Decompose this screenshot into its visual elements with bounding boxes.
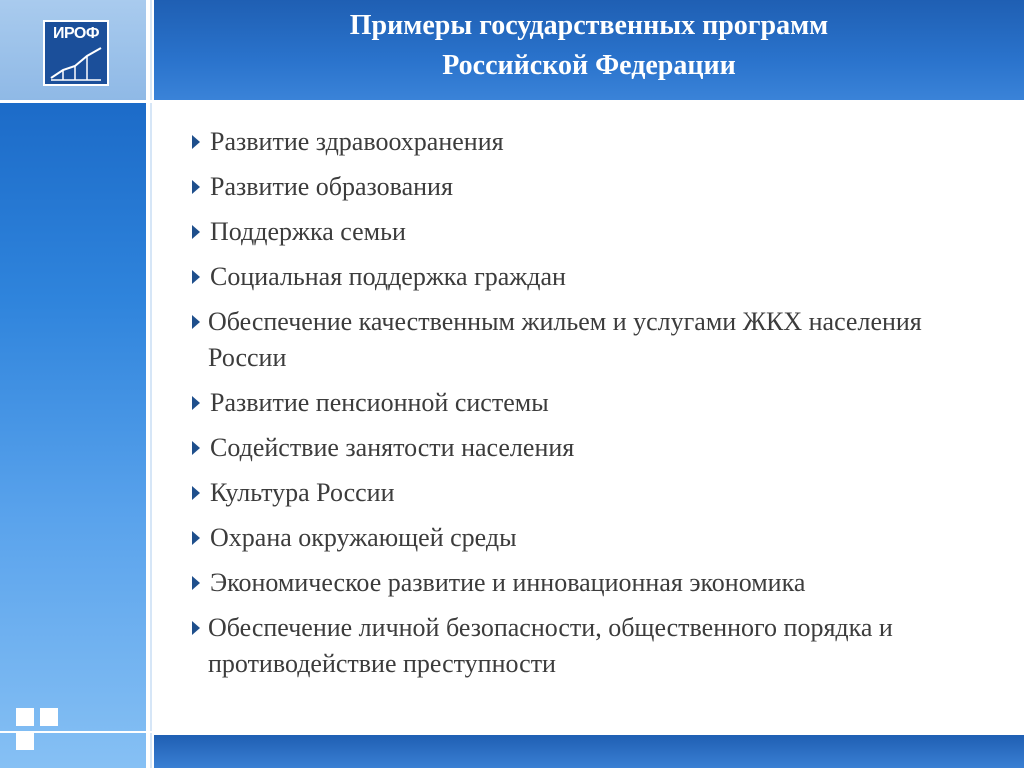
triangle-bullet-icon xyxy=(192,225,200,239)
list-item xyxy=(188,124,988,160)
list-item xyxy=(188,430,988,466)
list-item xyxy=(188,259,988,295)
header-rule xyxy=(0,100,1024,103)
square-shape xyxy=(40,708,58,726)
triangle-bullet-icon xyxy=(192,135,200,149)
list-item xyxy=(188,520,988,556)
list-item xyxy=(188,304,948,376)
chart-growth-icon xyxy=(49,44,103,82)
list-item-text: Поддержка семьи xyxy=(210,217,406,246)
list-item xyxy=(188,385,988,421)
page-title xyxy=(154,6,1024,86)
footer-bar xyxy=(154,733,1024,768)
square-shape xyxy=(16,732,34,750)
square-shape xyxy=(16,708,34,726)
title-line-1: Примеры государственных программ xyxy=(349,10,829,41)
list-item-text: Социальная поддержка граждан xyxy=(210,262,566,291)
list-item-text: Обеспечение качественным жильем и услугами ЖКХ населения России xyxy=(208,307,922,372)
triangle-bullet-icon xyxy=(192,180,200,194)
triangle-bullet-icon xyxy=(192,531,200,545)
triangle-bullet-icon xyxy=(192,315,200,329)
list-item-text: Развитие образования xyxy=(210,172,453,201)
program-list xyxy=(188,124,988,691)
list-item-text: Охрана окружающей среды xyxy=(210,523,517,552)
triangle-bullet-icon xyxy=(192,270,200,284)
title-line-2: Российской Федерации xyxy=(442,50,736,81)
logo-text: ИРОФ xyxy=(52,25,100,42)
triangle-bullet-icon xyxy=(192,576,200,590)
divider-line xyxy=(146,0,149,768)
triangle-bullet-icon xyxy=(192,621,200,635)
triangle-bullet-icon xyxy=(192,486,200,500)
list-item xyxy=(188,475,988,511)
list-item xyxy=(188,610,908,682)
list-item xyxy=(188,169,988,205)
list-item-text: Экономическое развитие и инновационная экономика xyxy=(210,568,806,597)
triangle-bullet-icon xyxy=(192,396,200,410)
list-item xyxy=(188,565,988,601)
list-item-text: Развитие здравоохранения xyxy=(210,127,504,156)
list-item-text: Содействие занятости населения xyxy=(210,433,575,462)
list-item xyxy=(188,214,988,250)
triangle-bullet-icon xyxy=(192,441,200,455)
logo xyxy=(43,20,109,86)
list-item-text: Культура России xyxy=(210,478,395,507)
divider-line xyxy=(150,0,152,768)
list-item-text: Обеспечение личной безопасности, общественного порядка и противодействие преступности xyxy=(208,613,893,678)
list-item-text: Развитие пенсионной системы xyxy=(210,388,549,417)
left-sidebar xyxy=(0,0,146,768)
